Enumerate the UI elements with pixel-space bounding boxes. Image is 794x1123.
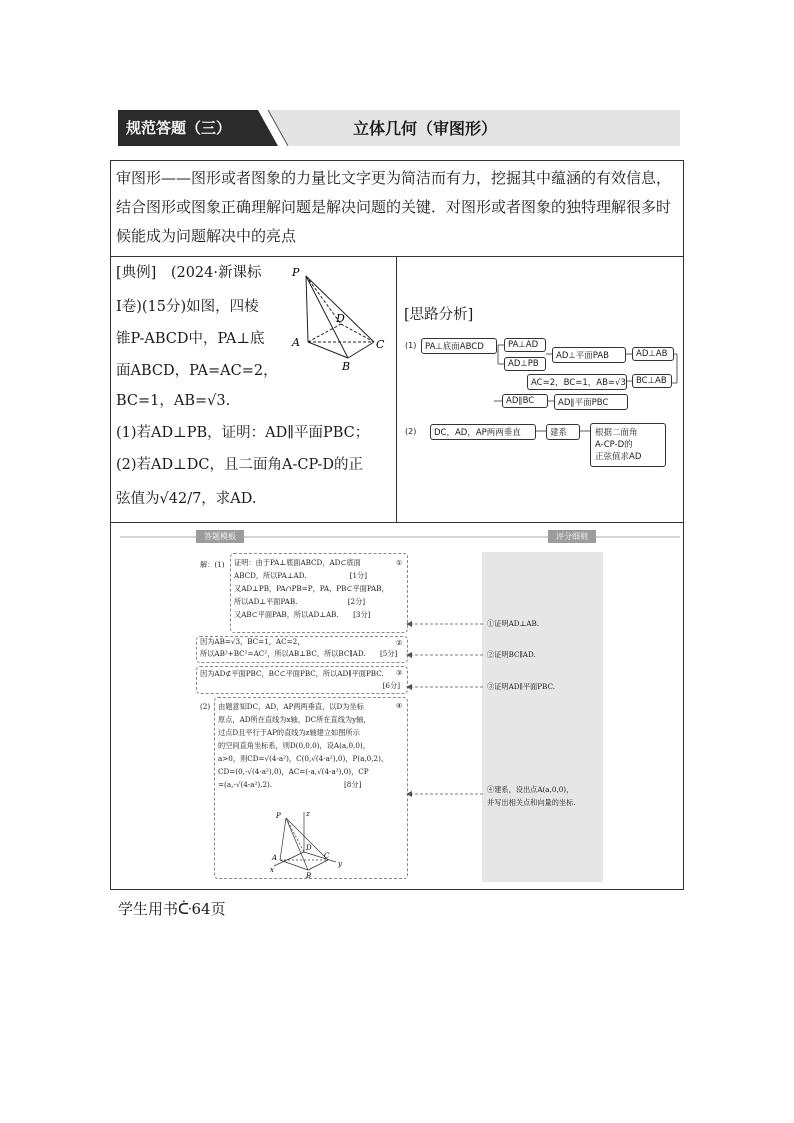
example-line: [典例] (2024·新课标 xyxy=(116,265,262,281)
label-d: D xyxy=(336,312,345,325)
text-line: CD=(0,-√(4-a²),0)，AC=(-a,√(4-a²),0)，CP xyxy=(218,767,369,776)
example-line: 面ABCD，PA=AC=2， xyxy=(116,363,278,379)
step-1-text xyxy=(234,556,402,621)
example-line: 弦值为√42/7，求AD. xyxy=(116,491,257,507)
pyramid-figure xyxy=(286,262,390,374)
score-note: ④建系，设出点A(a,0,0)， xyxy=(487,785,574,794)
score-note: ③证明AD∥平面PBC. xyxy=(487,682,555,691)
text-line: 因为AD⊄平面PBC，BC⊂平面PBC，所以AD∥平面PBC. xyxy=(200,669,384,678)
step-number: ④ xyxy=(396,701,403,710)
text-line: [6分] xyxy=(382,681,400,690)
flow-box: AD∥平面PBC xyxy=(554,394,628,410)
flow-box: DC，AD，AP两两垂直 xyxy=(430,424,536,440)
score-note: ②证明BC∥AD. xyxy=(487,650,536,659)
flow-box-line: 正弦值求AD xyxy=(595,452,642,462)
text-line: 的空间直角坐标系，则D(0,0,0)，设A(a,0,0)， xyxy=(218,741,370,750)
example-line: Ⅰ卷)(15分)如图，四棱 xyxy=(116,299,259,315)
fig2-label-p: P xyxy=(276,812,281,820)
flow-box: PA⊥AD xyxy=(504,338,546,352)
scoring-tag: 评分细则 xyxy=(548,530,596,543)
text-line: 所以AD⊥平面PAB. [2分] xyxy=(234,597,366,606)
intro-paragraph: 审图形——图形或者图象的力量比文字更为简洁而有力，挖掘其中蕴涵的有效信息，结合图形或图象正确理解问题是解决问题的关键．对图形或者图象的独特理解很多时候能成为问题解决中的亮点 xyxy=(116,169,672,245)
label-b: B xyxy=(342,360,351,373)
divider xyxy=(110,522,684,523)
flow-box: AC=2，BC=1，AB=√3 xyxy=(527,374,627,390)
fig2-label-c: C xyxy=(324,852,330,860)
text-line: 原点，AD所在直线为x轴，DC所在直线为y轴， xyxy=(218,715,371,724)
fig2-label-y: y xyxy=(338,860,342,868)
note-connectors xyxy=(406,600,488,800)
score-note: ①证明AD⊥AB. xyxy=(487,619,540,628)
text-line: 所以AB²+BC²=AC²，所以AB⊥BC，所以BC∥AD. [5分] xyxy=(200,649,398,658)
example-line: (1)若AD⊥PB，证明：AD∥平面PBC； xyxy=(116,425,370,441)
text-line: 过点D且平行于AP的直线为z轴建立如图所示 xyxy=(218,728,360,737)
analysis-part1-label: (1) xyxy=(405,341,417,350)
scoring-column xyxy=(482,552,603,882)
flow-box: AD⊥PB xyxy=(504,357,546,371)
step-3-text xyxy=(200,668,406,692)
flow-box xyxy=(590,423,666,467)
flow-box: AD⊥AB xyxy=(632,347,674,361)
text-line: 因为AB=√3，BC=1，AC=2， xyxy=(200,637,305,646)
step-number: ③ xyxy=(396,668,403,677)
section-label: 规范答题（三） xyxy=(126,119,232,137)
text-line: 又AB⊂平面PAB，所以AD⊥AB. [3分] xyxy=(234,610,371,619)
page-reference: 学生用书ᑤ64页 xyxy=(118,900,226,918)
part2-prefix: (2) xyxy=(200,702,211,711)
label-p: P xyxy=(292,266,300,279)
step-number: ② xyxy=(396,638,403,647)
flow-box-line: A-CP-D的 xyxy=(595,440,633,450)
example-line: BC=1，AB=√3. xyxy=(116,393,231,409)
analysis-title: [思路分析] xyxy=(404,307,474,323)
coordinate-figure xyxy=(264,808,348,878)
text-line: ABCD，所以PA⊥AD. [1分] xyxy=(234,571,368,580)
flow-box: BC⊥AB xyxy=(632,374,672,388)
example-line: (2)若AD⊥DC，且二面角A-CP-D的正 xyxy=(116,457,363,473)
label-a: A xyxy=(292,336,300,349)
flow-box: AD⊥平面PAB xyxy=(552,347,626,363)
fig2-label-z: z xyxy=(306,810,310,818)
step-number: ① xyxy=(396,558,403,567)
text-line: 证明：由于PA⊥底面ABCD，AD⊂底面 xyxy=(234,558,361,567)
score-note: 并写出相关点和向量的坐标. xyxy=(487,798,576,807)
flow-box-line: 根据二面角 xyxy=(595,428,638,438)
fig2-label-x: x xyxy=(270,866,274,874)
template-tag: 答题模板 xyxy=(196,530,244,543)
analysis-part2-label: (2) xyxy=(405,427,417,436)
fig2-label-a: A xyxy=(272,854,278,862)
text-line: 又AD⊥PB，PA∩PB=P，PA，PB⊂平面PAB， xyxy=(234,584,389,593)
label-c: C xyxy=(376,338,385,351)
flow-box: PA⊥底面ABCD xyxy=(421,338,497,354)
step-2-text xyxy=(200,636,406,660)
page-title: 立体几何（审图形） xyxy=(352,119,497,138)
step-4-text xyxy=(218,700,404,791)
fig2-label-d: D xyxy=(306,844,312,852)
flow-box: AD∥BC xyxy=(502,394,548,408)
fig2-label-b: B xyxy=(306,872,312,878)
divider xyxy=(110,256,684,257)
text-line: 由题意知DC，AD，AP两两垂直，以D为坐标 xyxy=(218,702,364,711)
example-line: 锥P-ABCD中，PA⊥底 xyxy=(116,331,265,347)
text-line: a>0，则CD=√(4-a²)，C(0,√(4-a²),0)，P(a,0,2)， xyxy=(218,754,389,763)
solution-prefix: 解：(1) xyxy=(200,560,225,569)
flow-box: 建系 xyxy=(546,424,580,440)
text-line: =(a,-√(4-a²),2). [8分] xyxy=(218,780,362,789)
